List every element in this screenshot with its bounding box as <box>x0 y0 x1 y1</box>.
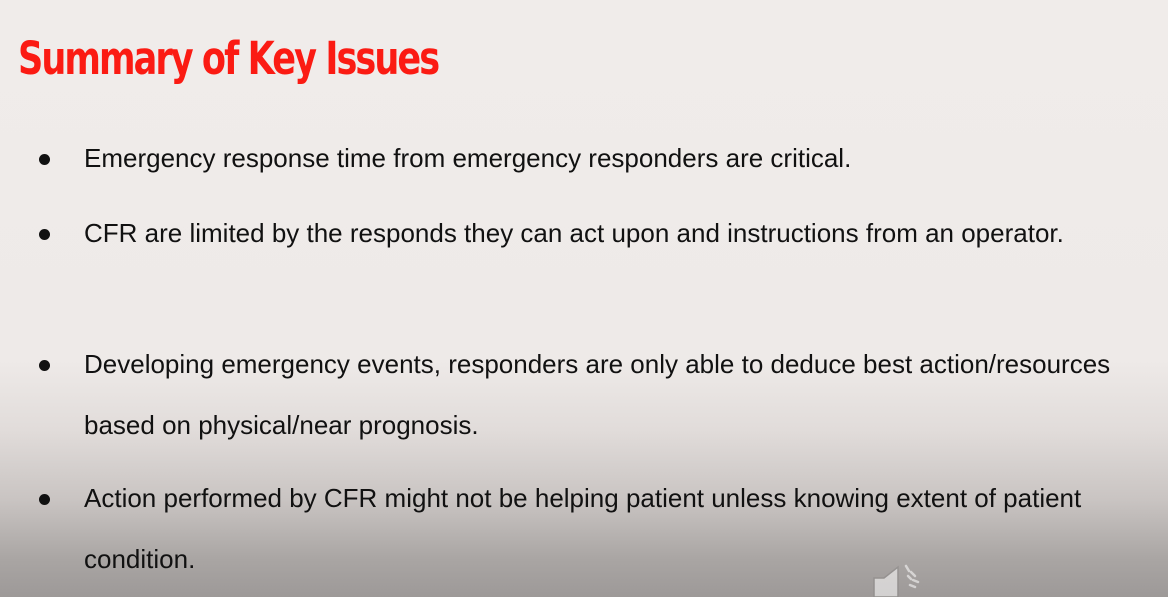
bullet-text: CFR are limited by the responds they can act upon and instructions from an operator. <box>84 218 1064 248</box>
bullet-text: Emergency response time from emergency responders are critical. <box>84 143 852 173</box>
bullet-dot-icon <box>39 154 50 165</box>
bullet-dot-icon <box>39 229 50 240</box>
bullet-text: Action performed by CFR might not be helping patient unless knowing extent of patient condition. <box>84 483 1082 574</box>
slide-title: Summary of Key Issues <box>18 32 439 85</box>
bullet-text: Developing emergency events, responders are only able to deduce best action/resources based on physical/near prognosis. <box>84 349 1111 440</box>
bullet-dot-icon <box>39 360 50 371</box>
bullet-dot-icon <box>39 494 50 505</box>
speaker-icon[interactable] <box>868 562 928 597</box>
